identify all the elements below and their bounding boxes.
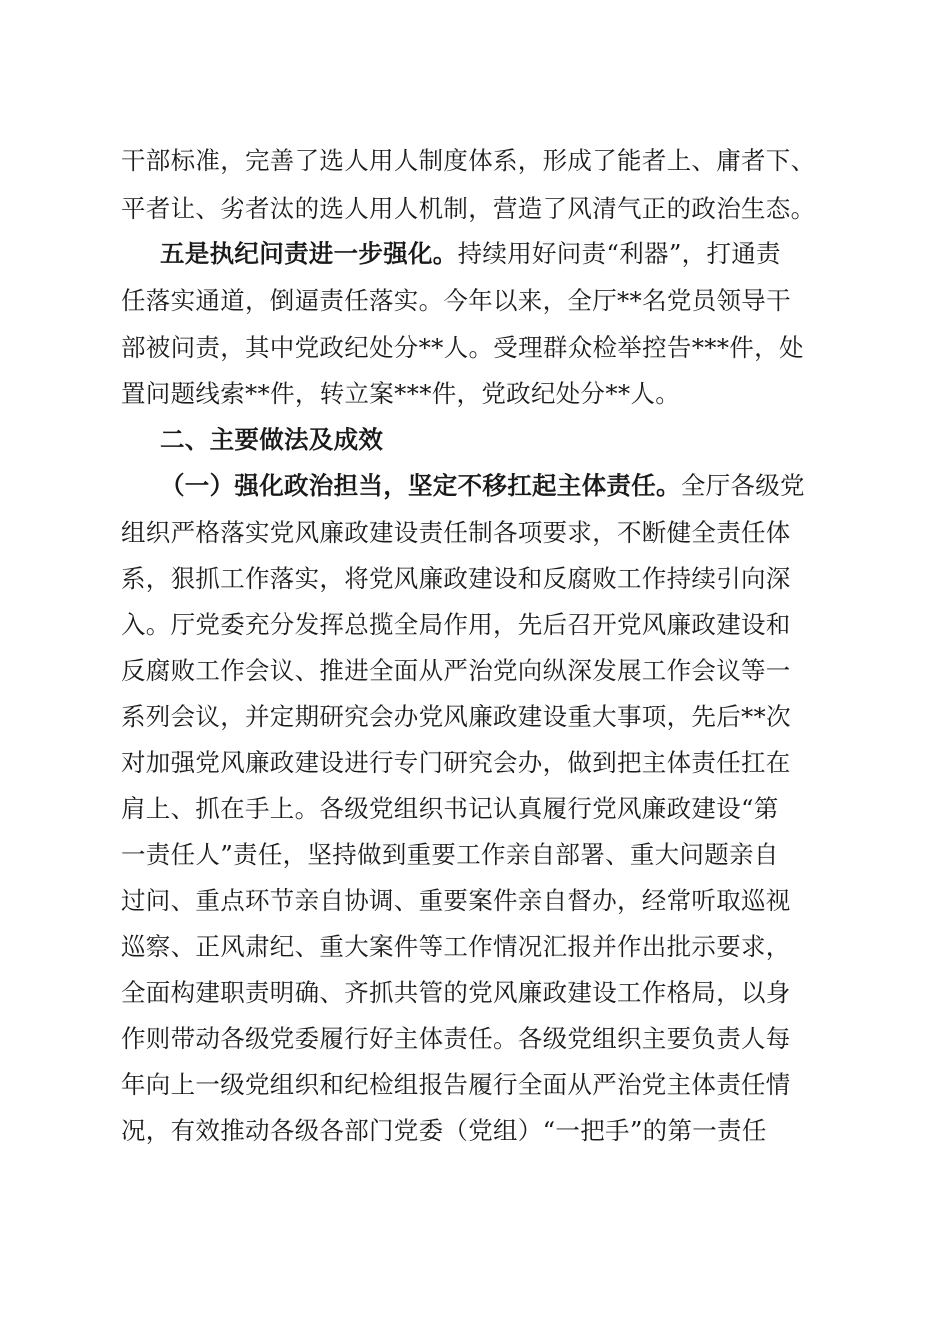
text-run: 一责任人”责任，坚持做到重要工作亲自部署、重大问题亲自 [121,840,779,869]
text-run: 过问、重点环节亲自协调、重要案件亲自督办，经常听取巡视 [121,886,791,915]
text-run: 全面构建职责明确、齐抓共管的党风廉政建设工作格局，以身 [121,978,791,1007]
text-run: 干部标准，完善了选人用人制度体系，形成了能者上、庸者下、 [121,146,816,175]
text-run: 入。厅党委充分发挥总揽全局作用，先后召开党风廉政建设和 [121,610,791,639]
text-line [121,655,791,687]
text-run: 对加强党风廉政建设进行专门研究会办，做到把主体责任扛在 [121,748,791,777]
text-run: 全厅各级党 [680,471,805,500]
text-line [121,563,791,595]
text-run: 巡察、正风肃纪、重大案件等工作情况汇报并作出批示要求， [121,932,791,961]
text-line [121,793,779,825]
text-line [121,285,791,317]
text-run: 系列会议，并定期研究会办党风廉政建设重大事项，先后**次 [121,702,791,731]
text-line [160,238,781,270]
text-line [121,977,791,1009]
bold-run: 五是执纪问责进一步强化。 [160,239,458,268]
text-run: 反腐败工作会议、推进全面从严治党向纵深发展工作会议等一 [121,656,791,685]
text-line [121,145,815,177]
section-heading [160,424,383,456]
text-line [121,1023,791,1055]
bold-run: （一）强化政治担当，坚定不移扛起主体责任。 [160,471,681,500]
text-run: 任落实通道，倒逼责任落实。今年以来，全厅**名党员领导干 [121,286,791,315]
text-line [121,1115,767,1147]
text-line [121,701,791,733]
text-run: 肩上、抓在手上。各级党组织书记认真履行党风廉政建设“第 [121,794,779,823]
text-line [121,378,680,410]
text-line [121,747,791,779]
text-run: 平者让、劣者汰的选人用人机制，营造了风清气正的政治生态。 [121,194,816,223]
text-run: 持续用好问责“利器”，打通责 [457,239,781,268]
text-line [121,839,779,871]
text-run: 置问题线索**件，转立案***件，党政纪处分**人。 [121,379,681,408]
bold-run: 二、主要做法及成效 [160,425,384,454]
text-line [121,193,815,225]
text-line [121,885,791,917]
text-line [121,609,791,641]
text-line [121,931,791,963]
text-run: 组织严格落实党风廉政建设责任制各项要求，不断健全责任体 [121,518,791,547]
text-line [121,517,791,549]
text-run: 系，狠抓工作落实，将党风廉政建设和反腐败工作持续引向深 [121,564,791,593]
text-run: 部被问责，其中党政纪处分**人。受理群众检举控告***件，处 [121,333,804,362]
text-run: 年向上一级党组织和纪检组报告履行全面从严治党主体责任情 [121,1070,791,1099]
text-run: 况，有效推动各级各部门党委（党组）“一把手”的第一责任 [121,1116,767,1145]
text-line [160,470,805,502]
text-line [121,1069,791,1101]
text-run: 作则带动各级党委履行好主体责任。各级党组织主要负责人每 [121,1024,791,1053]
text-line [121,332,804,364]
